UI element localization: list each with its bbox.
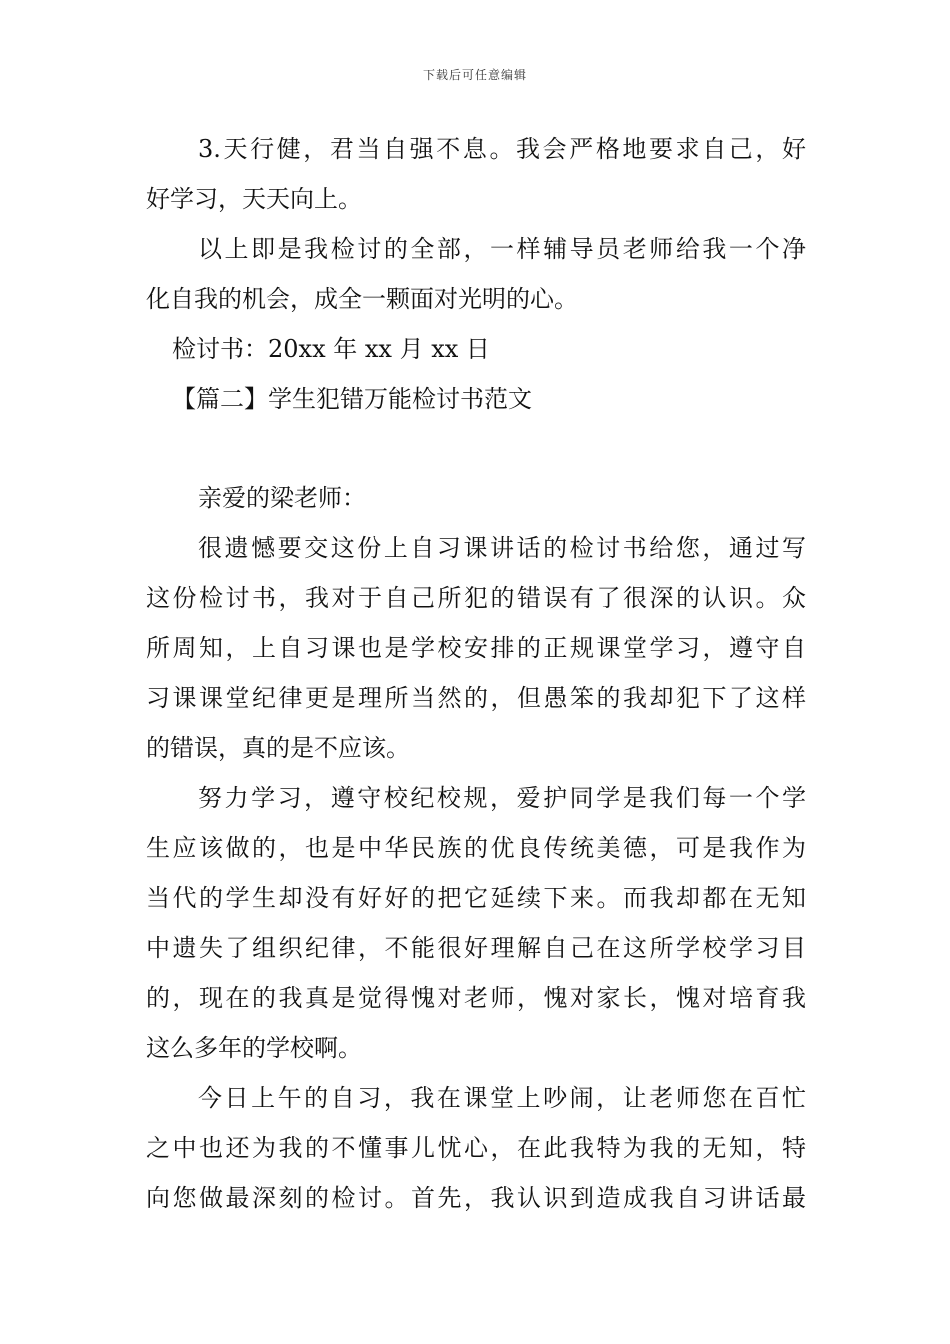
text-line: 之中也还为我的不懂事儿忧心，在此我特为我的无知，特 bbox=[146, 1134, 806, 1162]
text-line: 【篇二】学生犯错万能检讨书范文 bbox=[172, 385, 532, 413]
text-line: 习课课堂纪律更是理所当然的，但愚笨的我却犯下了这样 bbox=[146, 684, 806, 712]
text-line: 好学习，天天向上。 bbox=[146, 185, 362, 213]
text-line: 所周知，上自习课也是学校安排的正规课堂学习，遵守自 bbox=[146, 634, 806, 662]
text-line: 今日上午的自习，我在课堂上吵闹，让老师您在百忙 bbox=[198, 1084, 806, 1112]
text-line: 亲爱的梁老师： bbox=[198, 484, 366, 512]
text-line: 中遗失了组织纪律，不能很好理解自己在这所学校学习目 bbox=[146, 934, 806, 962]
text-line: 这么多年的学校啊。 bbox=[146, 1034, 362, 1062]
text-line: 当代的学生却没有好好的把它延续下来。而我却都在无知 bbox=[146, 884, 806, 912]
page-header-note: 下载后可任意编辑 bbox=[422, 68, 527, 82]
text-line: 检讨书：20xx 年 xx 月 xx 日 bbox=[172, 335, 490, 363]
text-line: 努力学习，遵守校纪校规，爱护同学是我们每一个学 bbox=[198, 784, 806, 812]
text-line: 以上即是我检讨的全部，一样辅导员老师给我一个净 bbox=[198, 235, 806, 263]
text-line: 向您做最深刻的检讨。首先，我认识到造成我自习讲话最 bbox=[146, 1184, 806, 1212]
text-line: 化自我的机会，成全一颗面对光明的心。 bbox=[146, 285, 578, 313]
text-line: 很遗憾要交这份上自习课讲话的检讨书给您，通过写 bbox=[198, 534, 806, 562]
text-line: 的，现在的我真是觉得愧对老师，愧对家长，愧对培育我 bbox=[146, 984, 806, 1012]
text-line: 生应该做的，也是中华民族的优良传统美德，可是我作为 bbox=[146, 834, 806, 862]
text-line: 的错误，真的是不应该。 bbox=[146, 734, 410, 762]
text-line: 3.天行健，君当自强不息。我会严格地要求自己，好 bbox=[198, 135, 806, 163]
text-line: 这份检讨书，我对于自己所犯的错误有了很深的认识。众 bbox=[146, 584, 806, 612]
